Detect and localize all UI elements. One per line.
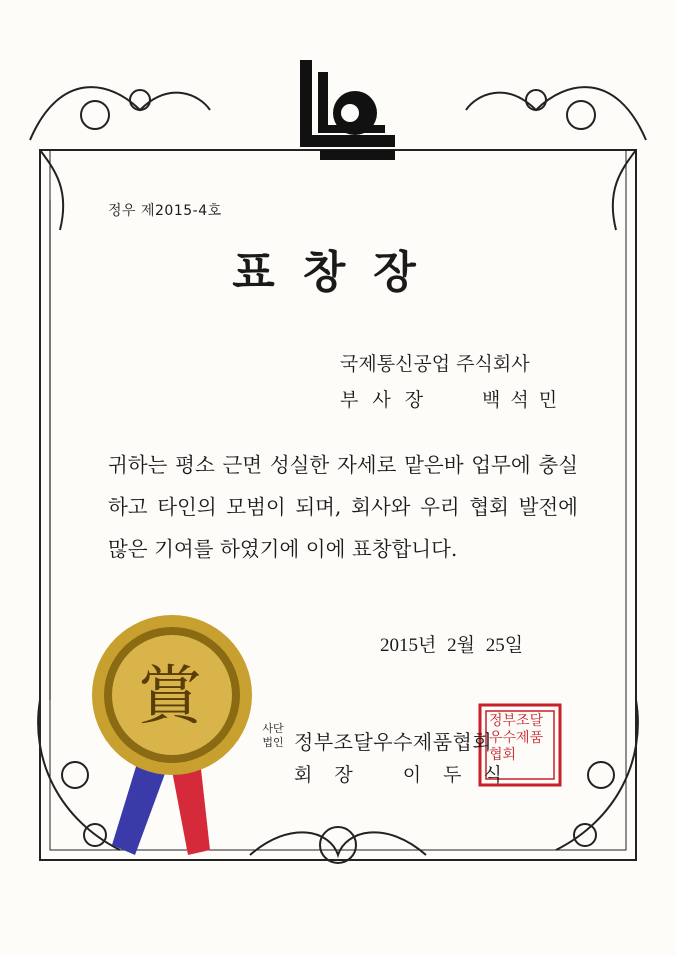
seal-text: 정부조달우수제품협회 (489, 713, 544, 763)
page-title: 표창장 (232, 247, 444, 298)
bottom-center-ornament (250, 827, 426, 863)
logo-icon (300, 60, 395, 160)
recipient-position: 부사장 (340, 389, 438, 411)
medal-character: 賞 (138, 660, 202, 734)
recipient-name: 백석민 (482, 389, 568, 411)
issuer-president: 회장 이두식 (294, 764, 524, 786)
issue-date: 2015년 2월 25일 (380, 635, 524, 656)
org-type-label: 사단법인 (262, 722, 284, 749)
citation-body: 귀하는 평소 근면 성실한 자세로 맡은바 업무에 충실하고 타인의 모범이 되며, 회사와 우리 협회 발전에 많은 기여를 하였기에 이에 표창합니다. (108, 453, 578, 561)
document-number: 정우 제2015-4호 (108, 203, 222, 219)
recipient-block (340, 346, 567, 418)
corner-ornament-top-right (466, 87, 646, 230)
recipient-company: 국제통신공업 주식회사 (340, 353, 530, 375)
issuer-organization: 정부조달우수제품협회 (294, 730, 493, 754)
